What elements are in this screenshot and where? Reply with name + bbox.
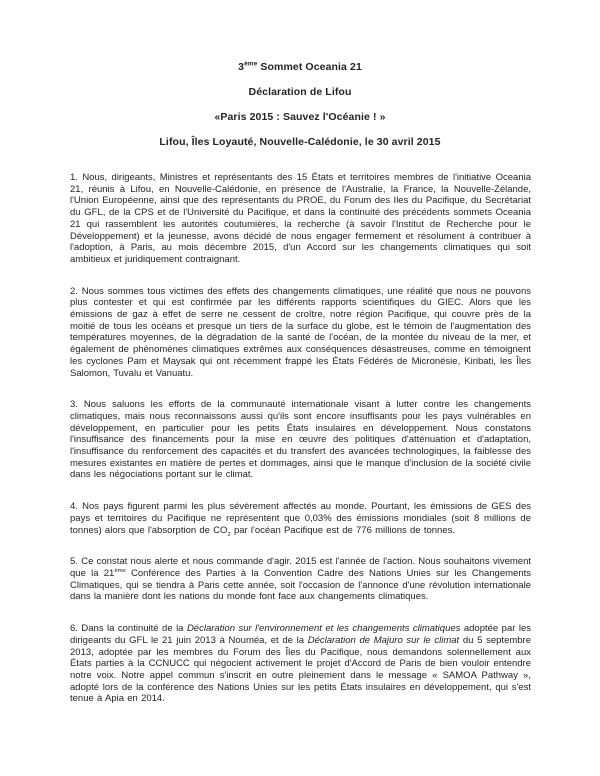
doc-title-slogan: «Paris 2015 : Sauvez l'Océanie ! » bbox=[214, 111, 386, 123]
paragraph-6: 6. Dans la continuité de la Déclaration sur l'environnement et les changements climatiques adoptée par les dirigeants du GFL le 21 juin 2013 à Nouméa, et de la Déclaration de Majuro sur le climat du 5 septembre 2013, adoptée par les membres du Forum des Îles du Pacifique, nous demandons solennellement aux États parties à la CCNUCC qui négocient activement le projet d'Accord de Paris de bien vouloir entendre notre voix. Notre appel commun s'inscrit en outre pleinement dans le message « SAMOA Pathway », adopté lors de la conférence des Nations Unies sur les petits États insulaires en développement, qui s'est tenue à Apia en 2014. bbox=[70, 623, 532, 705]
paragraph-1: 1. Nous, dirigeants, Ministres et représentants des 15 États et territoires membres de l'initiative Oceania 21, réunis à Lifou, en Nouvelle-Calédonie, en présence de l'Australie, la France, la Nouvelle-Zélande, l'Union Européenne, ainsi que des représentants du PROE, du Forum des Iles du Pacifique, du Secrétariat du GFL, de la CPS et de l'Université du Pacifique, et dans la continuité des précédents sommets Oceania 21 qui rassemblent les autorités coutumières, la recherche (à savoir l'Institut de Recherche pour le Développement) et la jeunesse, avons décidé de nous engager fermement et résolument à contribuer à l'adoption, à Paris, au mois décembre 2015, d'un Accord sur les changements climatiques qui soit ambitieux et juridiquement contraignant. bbox=[70, 172, 531, 265]
doc-body bbox=[0, 172, 600, 705]
paragraph-4: 4. Nos pays figurent parmi les plus sévèrement affectés au monde. Pourtant, les émissions de GES des pays et territoires du Pacifique ne représentent que 0,03% des émissions mondiales (soit 8 millions de tonnes) alors que l'absorption de $CO_2$ par l'océan Pacifique est de 776 millions de tonnes. bbox=[70, 501, 531, 538]
doc-title-summit: 3ème Sommet Oceania 21 bbox=[238, 60, 362, 73]
paragraph-3: 3. Nous saluons les efforts de la communauté internationale visant à lutter contre les changements climatiques, mais nous reconnaissons aussi qu'ils sont encore insuffisants pour les pays vulnérables en développement, en particulier pour les petits États insulaires en développement. Nous constatons l'insuffisance des financements pour la mise en œuvre des politiques d'atténuation et d'adaptation, l'insuffisance du renforcement des capacités et du transfert des avancées technologiques, la faiblesse des mesures existantes en matière de pertes et dommages, ainsi que le manque d'inclusion de la société civile dans les négociations portant sur le climat. bbox=[70, 399, 531, 481]
doc-title-location-date: Lifou, Îles Loyauté, Nouvelle-Calédonie, le 30 avril 2015 bbox=[159, 136, 441, 148]
doc-title-declaration: Déclaration de Lifou bbox=[248, 86, 352, 98]
doc-header bbox=[0, 0, 600, 148]
paragraph-2: 2. Nous sommes tous victimes des effets des changements climatiques, une réalité que nous ne pouvons plus contester et qui est confirmée par les différents rapports scientifiques du GIEC. Alors que les émissions de gaz à effet de serre ne cessent de croître, notre région Pacifique, qui couvre près de la moitié de tous les océans et presque un tiers de la surface du globe, est le témoin de l'augmentation des températures moyennes, de la dégradation de la santé de l'océan, de la montée du niveau de la mer, et également de phénomènes climatiques extrêmes aux conséquences désastreuses, comme en témoignent les cyclones Pam et Maysak qui ont récemment frappé les États Fédérés de Micronésie, Kiribati, les Îles Salomon, Tuvalu et Vanuatu. bbox=[70, 285, 531, 379]
paragraph-5: 5. Ce constat nous alerte et nous commande d'agir. 2015 est l'année de l'action. Nous souhaitons vivement que la 21ème Conférence des Parties à la Convention Cadre des Nations Unies sur les Changements Climatiques, qui se tiendra à Paris cette année, soit l'occasion de l'annonce d'une révolution internationale dans la manière dont les nations du monde font face aux changements climatiques. bbox=[70, 556, 531, 603]
